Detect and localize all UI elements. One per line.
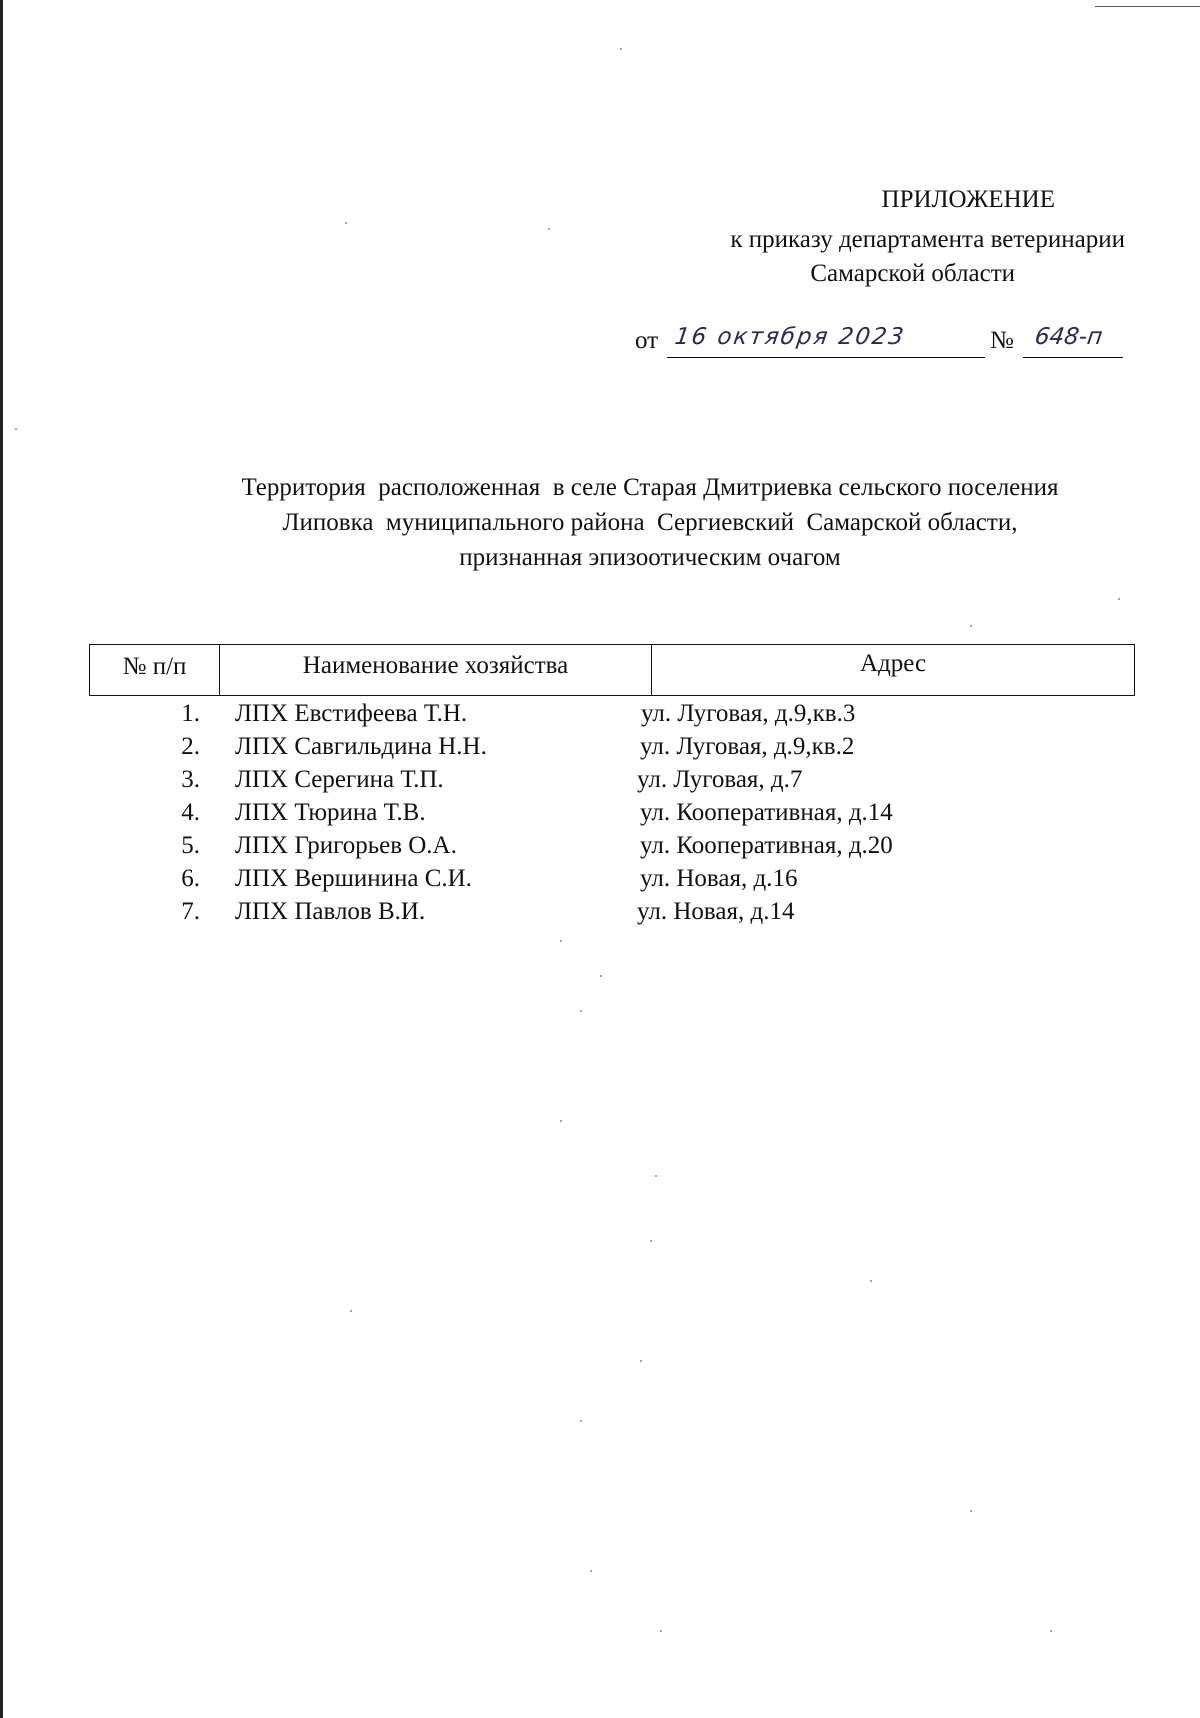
table-row [0, 799, 1200, 832]
scan-speck [640, 1360, 642, 1362]
header-name: Наименование хозяйства [220, 645, 652, 695]
table-row [0, 700, 1200, 733]
scan-speck [580, 1010, 582, 1012]
scan-speck [1050, 1630, 1052, 1632]
scan-speck [548, 228, 550, 230]
scan-speck [590, 1570, 592, 1572]
scan-edge [1095, 6, 1200, 7]
scan-speck [1118, 598, 1120, 600]
appendix-title: ПРИЛОЖЕНИЕ [881, 186, 1055, 213]
row-number: 1. [181, 700, 200, 727]
row-number: 2. [181, 733, 200, 760]
scan-speck [350, 1310, 352, 1312]
number-underline [1023, 357, 1123, 358]
document-heading [150, 470, 1150, 575]
farm-name: ЛПХ Тюрина Т.В. [235, 799, 426, 826]
scan-speck [970, 625, 972, 627]
heading-line: Территория расположенная в селе Старая Дмитриевка сельского поселения [241, 474, 1059, 501]
farm-name: ЛПХ Евстифеева Т.Н. [235, 700, 468, 727]
table-row [0, 766, 1200, 799]
table-row [0, 733, 1200, 766]
number-label: № [990, 327, 1014, 354]
scan-speck [870, 1280, 872, 1282]
farm-name: ЛПХ Павлов В.И. [235, 898, 426, 925]
scan-speck [660, 1630, 662, 1632]
farm-address: ул. Луговая, д.7 [637, 766, 803, 793]
table-row [0, 832, 1200, 865]
heading-line: Липовка муниципального района Сергиевский Самарской области, [282, 509, 1018, 536]
scan-speck [560, 1120, 562, 1122]
handwritten-number: 648-п [1033, 324, 1105, 350]
scan-speck [970, 1510, 972, 1512]
farm-name: ЛПХ Савгильдина Н.Н. [235, 733, 487, 760]
scan-speck [655, 1175, 657, 1177]
table-row [0, 898, 1200, 931]
farm-address: ул. Кооперативная, д.14 [640, 799, 893, 826]
scan-speck [620, 48, 622, 50]
scan-speck [650, 1240, 652, 1242]
row-number: 5. [181, 832, 200, 859]
scan-speck [560, 940, 562, 942]
farm-address: ул. Новая, д.14 [637, 898, 795, 925]
date-underline [667, 357, 985, 358]
appendix-line: Самарской области [810, 260, 1015, 287]
heading-line: признанная эпизоотическим очагом [459, 544, 841, 571]
header-number: № п/п [90, 645, 220, 695]
farm-address: ул. Новая, д.16 [640, 865, 798, 892]
scan-speck [580, 1420, 582, 1422]
row-number: 4. [181, 799, 200, 826]
row-number: 6. [181, 865, 200, 892]
row-number: 7. [181, 898, 200, 925]
handwritten-date: 16 октября 2023 [673, 324, 908, 350]
table-row [0, 865, 1200, 898]
row-number: 3. [181, 766, 200, 793]
appendix-line: к приказу департамента ветеринарии [730, 226, 1125, 253]
farm-address: ул. Кооперативная, д.20 [640, 832, 893, 859]
order-reference [635, 324, 1135, 367]
scan-speck [345, 222, 347, 224]
date-label: от [635, 327, 659, 354]
farm-address: ул. Луговая, д.9,кв.2 [640, 733, 855, 760]
farm-name: ЛПХ Серегина Т.П. [235, 766, 444, 793]
farm-address: ул. Луговая, д.9,кв.3 [641, 700, 856, 727]
scan-speck [600, 975, 602, 977]
table-header [89, 644, 1135, 696]
farm-name: ЛПХ Вершинина С.И. [235, 865, 472, 892]
scan-speck [15, 428, 17, 430]
farm-name: ЛПХ Григорьев О.А. [235, 832, 457, 859]
header-address: Адрес [859, 650, 927, 677]
